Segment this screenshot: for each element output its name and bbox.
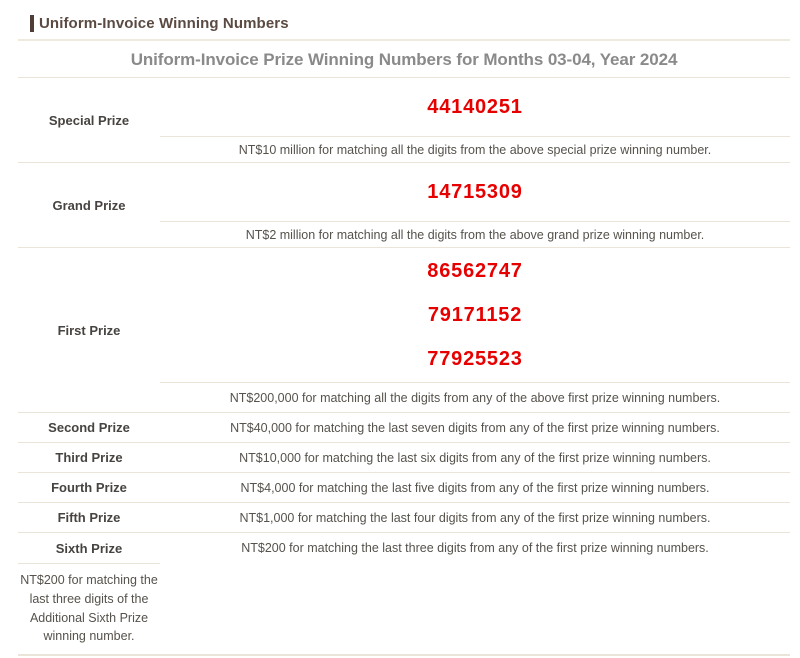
title-accent-bar xyxy=(30,15,34,32)
additional-sixth-prize-note: NT$200 for matching the last three digits of the Additional Sixth Prize winning number. xyxy=(18,563,160,654)
prize-row-sixth xyxy=(18,533,790,563)
prize-description-grand: NT$2 million for matching all the digits from the above grand prize winning number. xyxy=(160,221,790,247)
prize-label-fourth: Fourth Prize xyxy=(51,480,127,495)
prize-row-second xyxy=(18,413,790,443)
prize-description-fifth: NT$1,000 for matching the last four digits from any of the first prize winning numbers. xyxy=(239,510,711,525)
winning-number-first-3: 77925523 xyxy=(427,347,523,370)
prize-row-fifth xyxy=(18,503,790,533)
empty-cell xyxy=(160,563,790,654)
page-title-bar xyxy=(0,0,800,36)
prize-label-fifth: Fifth Prize xyxy=(57,510,121,525)
winning-number-first-1: 86562747 xyxy=(427,259,523,282)
page-title: Uniform-Invoice Winning Numbers xyxy=(39,15,289,32)
table-header: Uniform-Invoice Prize Winning Numbers for Months 03-04, Year 2024 xyxy=(18,41,790,78)
winning-number-grand: 14715309 xyxy=(427,180,523,203)
additional-sixth-prize-row xyxy=(18,563,790,654)
prize-row-first xyxy=(18,248,790,413)
prize-label-grand: Grand Prize xyxy=(52,197,126,213)
prize-description-sixth: NT$200 for matching the last three digits from any of the first prize winning numbers. xyxy=(241,541,709,555)
prize-label-second: Second Prize xyxy=(48,420,130,435)
prize-label-special: Special Prize xyxy=(48,112,130,128)
prize-row-third xyxy=(18,443,790,473)
prize-label-first: First Prize xyxy=(57,322,121,338)
prize-row-fourth xyxy=(18,473,790,503)
prize-table xyxy=(18,39,790,656)
prize-description-first: NT$200,000 for matching all the digits from any of the above first prize winning numbers. xyxy=(160,382,790,412)
winning-number-first-2: 79171152 xyxy=(427,303,523,326)
prize-row-special xyxy=(18,78,790,163)
prize-description-third: NT$10,000 for matching the last six digits from any of the first prize winning numbers. xyxy=(239,450,711,465)
prize-label-sixth: Sixth Prize xyxy=(55,540,123,556)
winning-number-special: 44140251 xyxy=(427,95,523,118)
prize-description-special: NT$10 million for matching all the digits from the above special prize winning number. xyxy=(160,136,790,162)
prize-description-fourth: NT$4,000 for matching the last five digits from any of the first prize winning numbers. xyxy=(240,480,710,495)
prize-description-second: NT$40,000 for matching the last seven digits from any of the first prize winning numbers. xyxy=(230,420,720,435)
prize-row-grand xyxy=(18,163,790,248)
prize-label-third: Third Prize xyxy=(55,450,123,465)
